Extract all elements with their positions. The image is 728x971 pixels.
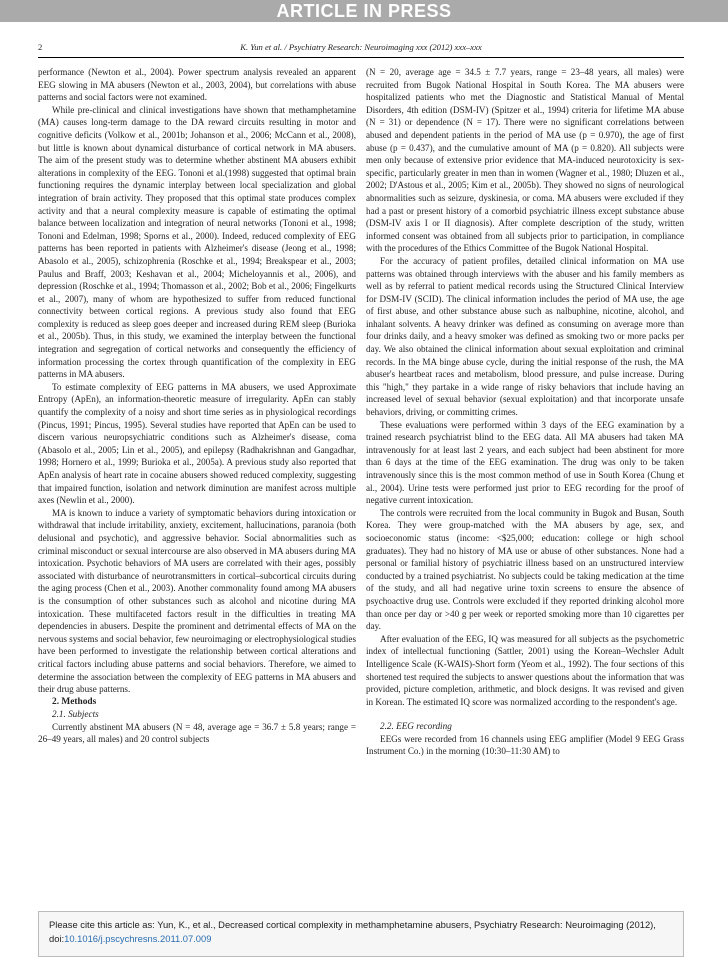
- header-divider: [38, 57, 684, 58]
- citation-box: [38, 911, 684, 957]
- paragraph: These evaluations were performed within 3 days of the EEG examination by a trained research psychiatrist blind to the EEG data. All MA abusers had taken MA intravenously for at least last 2 years, and each subject had been abstinent for more than 6 days at the time of the EEG examination. The drug was only to be taken intravenously since this is the most common method of use in South Korea (Chung et al., 2004). Urine tests were performed just prior to EEG recording for the proof of negative current intoxication.: [366, 419, 684, 506]
- paragraph: (N = 20, average age = 34.5 ± 7.7 years, range = 23–48 years, all males) were recruited from Bugok National Hospital in South Korea. The MA abusers were hospitalized patients who met the Diagnostic and Statistical Manual of Mental Disorders, 4th edition (DSM-IV) (Spitzer et al., 1994) criteria for lifetime MA abuse (N = 31) or dependence (N = 17). There were no significant correlations between abused and dependent patients in the period of MA use (p = 0.970), the age of first abuse (p = 0.437), and the cumulative amount of MA (p = 0.820). All subjects were men only because of extensive prior evidence that MA-induced neurotoxicity is sex-specific, particularly greater in men than in women (Wagner et al., 1980; Dluzen et al., 2002; D'Astous et al., 2005; Kim et al., 2005b). They showed no signs of neurological abnormalities such as seizure, dyskinesia, or coma. MA abusers were excluded if they had a past or present history of a comorbid psychiatric illness except substance abuse (DSM-IV axis I or II diagnosis). After complete description of the study, written informed consent was obtained from all subjects prior to participation, in compliance with the procedures of the Ethics Committee of the Bugok National Hospital.: [366, 67, 684, 254]
- journal-reference: K. Yun et al. / Psychiatry Research: Neuroimaging xxx (2012) xxx–xxx: [240, 42, 482, 52]
- article-in-press-banner: ARTICLE IN PRESS: [0, 0, 728, 22]
- subsection-heading-eeg: 2.2. EEG recording: [380, 721, 452, 732]
- paragraph: To estimate complexity of EEG patterns in MA abusers, we used Approximate Entropy (ApEn), an information-theoretic measure of irregularity. ApEn can stably quantify the complexity of a noisy and short time series as in physiological recordings (Pincus, 1991; Pincus, 1995). Several studies have reported that ApEn can be used to discern various neuropsychiatric conditions such as Alzheimer's disease, coma (Abasolo et al., 2005; Lin et al., 2005), and epilepsy (Radhakrishnan and Gangadhar, 1998; Hornero et al., 1999; Burioka et al., 2005a). A previous study also reported that ApEn analysis of heart rate in cocaine abusers showed reduced complexity, suggesting that impaired function, isolation and network diminution are manifest across multiple axes (Newlin et al., 2000).: [38, 381, 356, 506]
- paragraph: For the accuracy of patient profiles, detailed clinical information on MA use patterns was obtained through interviews with the abuser and his family members as well as by referral to patient medical records using the Structured Clinical Interview for DSM-IV (SCID). The clinical information includes the period of MA use, the age of first abuse, and other substance abuse such as nalbuphine, nicotine, alcohol, and inhalant solvents. A heavy drinker was defined as consuming on average more than four drinks daily, and a heavy smoker was defined as smoking two or more packs per day. We also obtained the clinical information about sexual exploitation and criminal records. In the MA binge abuse cycle, during the initial response of the rush, the MA abuser's heartbeat races and metabolism, blood pressure, and pulse increase. During this "high," they partake in a wide range of risky behaviors that include having an increased level of sexual behavior (sexual exploitation) and that incorporate unsafe behaviors, driving, or committing crimes.: [366, 255, 684, 418]
- paragraph: MA is known to induce a variety of symptomatic behaviors during intoxication or withdrawal that include irritability, anxiety, excitement, hallucinations, paranoia (both delusional and psychotic), and aggressive behavior. Social abnormalities such as criminal misconduct or sexual intercourse are also observed in MA abusers during MA intoxication. Psychotic behaviors of MA users are correlated with their ages, possibly associated with disturbance of neurotransmitters in cortical–subcortical circuits during the aging process (Chen et al., 2003). Another commonality found among MA abusers is the consumption of other substances such as alcohol and nicotine during MA intoxication. These multifaceted factors result in the difficulties in treating MA dependencies in abusers. Despite the prominent and detrimental effects of MA on the nervous systems and social behavior, few neuroimaging or electrophysiological studies have been performed to investigate the relationship between cortical alterations and critical factors including abuse patterns and social behaviors. Therefore, we aimed to determine the association between the complexity of EEG patterns in MA abusers and their drug abuse patterns.: [38, 507, 356, 695]
- paragraph: While pre-clinical and clinical investigations have shown that methamphetamine (MA) causes long-term damage to the DA reward circuits resulting in motor and cognitive deficits (Volkow et al., 2001b; Johanson et al., 2006; McCann et al., 2008), but little is known about dynamical disturbance of cortical network in MA abusers. The aim of the present study was to determine whether abstinent MA abusers exhibit alterations in complexity of the EEG. Tononi et al.(1998) suggested that optimal brain functioning requires the dynamic interplay between local specialization and global integration of brain activity. They proposed that this optimal state produces complex activity and that a neural complexity measure is capable of estimating the optimal balance between localization and integration of neural networks (Tononi et al., 1998; Tononi and Edelman, 1998; Sporns et al., 2000). Indeed, reduced complexity of EEG patterns has been reported in patients with Alzheimer's disease (Jeong et al., 1998; Abasolo et al., 2005), schizophrenia (Roschke et al., 1994; Breakspear et al., 2003; Paulus and Braff, 2003; Keshavan et al., 2004; Micheloyannis et al., 2006), and depression (Roschke et al., 1994; Thomasson et al., 2002; Bob et al., 2006; Fingelkurts et al., 2007), many of whom are hypothesized to suffer from reduced functional connectivity between cortical regions. A previous study also found that EEG complexity is reduced as sleep goes deeper and increased during REM sleep (Burioka et al., 2005b). Thus, in this study, we examined the interplay between the functional integration and segregation of cortical networks and consequently the efficiency of information processing the cortex through quantification of the complexity in EEG patterns in MA abusers.: [38, 104, 356, 380]
- page-number: 2: [38, 42, 43, 52]
- paragraph: performance (Newton et al., 2004). Power spectrum analysis revealed an apparent EEG slowing in MA abusers (Newton et al., 2003, 2004), but correlations with abuse patterns and social factors were not examined.: [38, 67, 356, 103]
- paragraph: After evaluation of the EEG, IQ was measured for all subjects as the psychometric index of intellectual functioning (Sattler, 2001) using the Korean–Wechsler Adult Intelligence Scale (K-WAIS)-Short form (Yeom et al., 1992). The four sections of this shortened test required the subjects to answer questions about the information that was provided, picture completion, arithmetic, and block designs. It was revised and given in Korean. The estimated IQ score was normalized according to the respondent's age.: [366, 633, 684, 707]
- running-head: [38, 40, 684, 54]
- paragraph: EEGs were recorded from 16 channels using EEG amplifier (Model 9 EEG Grass Instrument Co.) in the morning (10:30–11:30 AM) to: [366, 733, 684, 757]
- citation-text: Please cite this article as: Yun, K., et al., Decreased cortical complexity in methamphetamine abusers, Psychiatry Research: Neuroimaging (2012), doi:: [49, 919, 656, 944]
- subsection-heading-subjects: 2.1. Subjects: [52, 709, 99, 720]
- right-column: [366, 66, 684, 758]
- paragraph: Currently abstinent MA abusers (N = 48, average age = 36.7 ± 5.8 years; range = 26–49 years, all males) and 20 control subjects: [38, 721, 356, 745]
- section-heading-methods: 2. Methods: [52, 696, 97, 707]
- paragraph: The controls were recruited from the local community in Bugok and Busan, South Korea. They were group-matched with the MA abusers by age, sex, and socioeconomic status (income: <$25,000; education: college or high school graduates). They had no history of MA use or abuse of other substances. None had a personal or familial history of psychiatric illness based on an unstructured interview conducted by a trained psychiatrist. No subjects could be taking medication at the time of the study, and all had negative urine toxin screens to ensure the absence of psychoactive drug use. Controls were excluded if they reported drinking alcohol more than once per day or >40 g per week or reported smoking more than 10 cigarettes per day.: [366, 507, 684, 632]
- left-column: [38, 66, 356, 746]
- doi-link[interactable]: 10.1016/j.pscychresns.2011.07.009: [64, 933, 212, 944]
